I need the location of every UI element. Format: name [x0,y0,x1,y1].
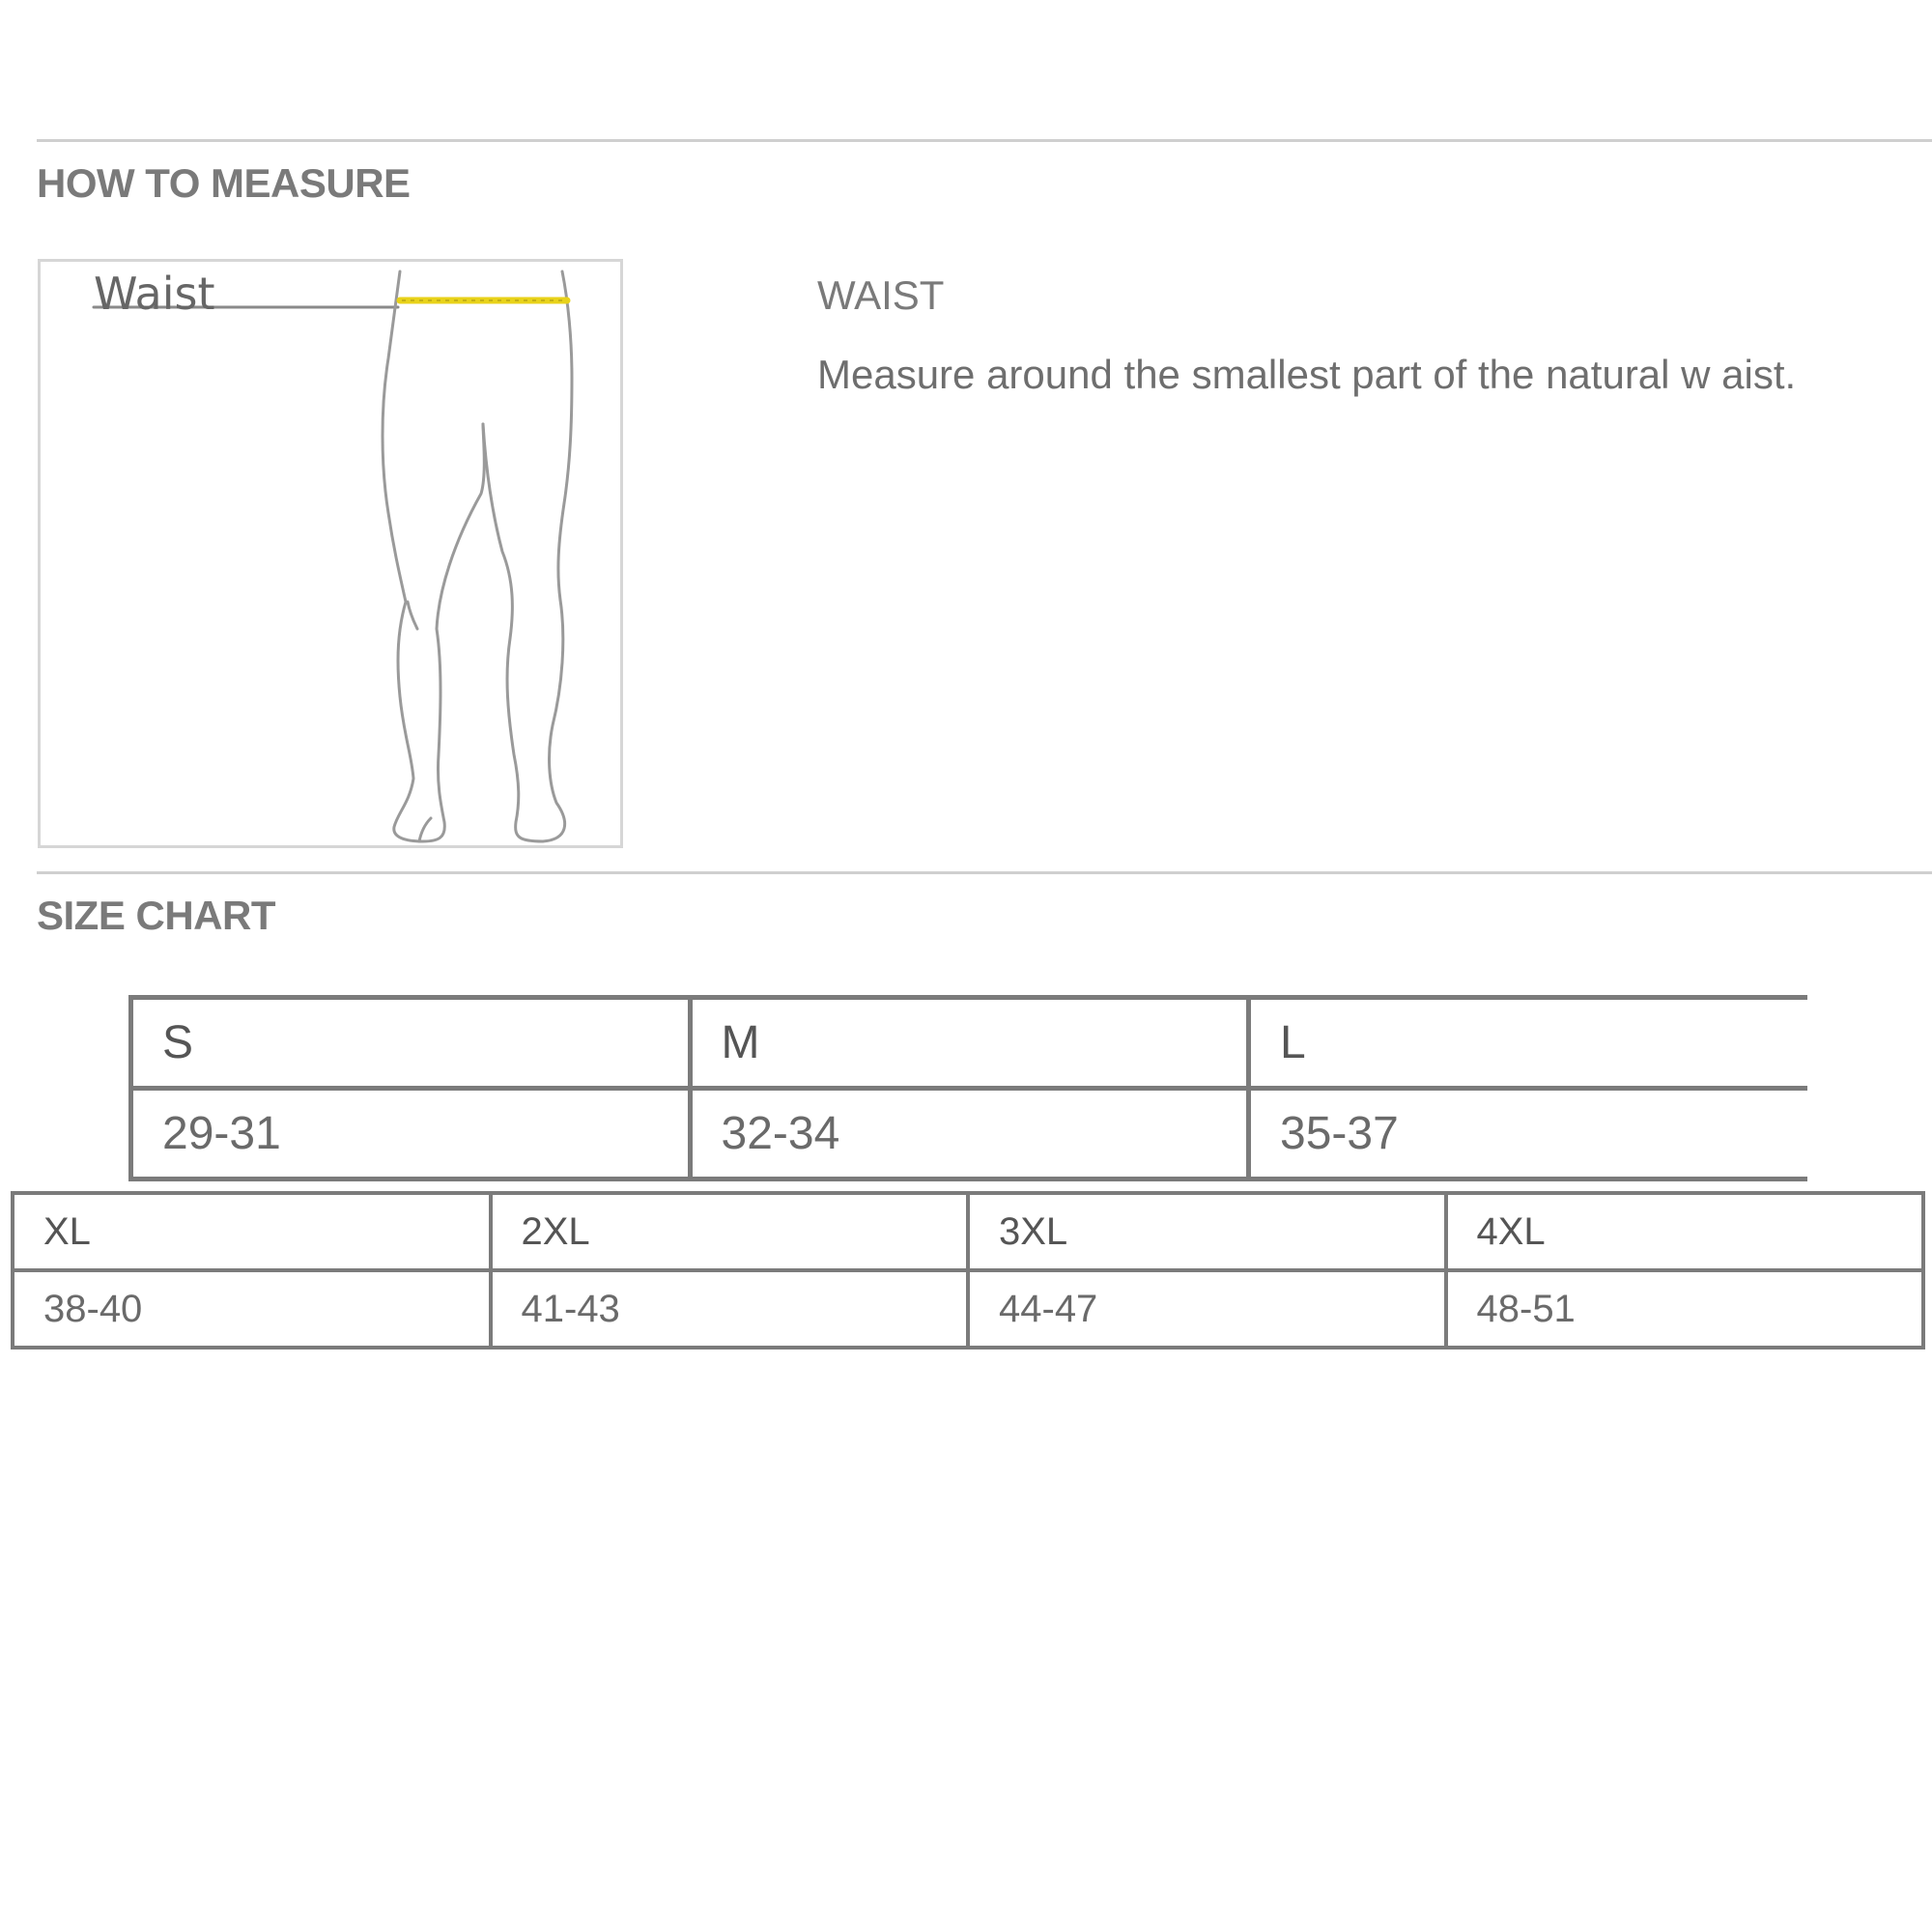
size-chart-table-bottom [11,1191,1925,1350]
how-to-measure-title: HOW TO MEASURE [37,160,411,206]
table-row [131,1089,1808,1179]
waist-measurement-figure [38,259,623,848]
table-row [131,998,1808,1089]
size-chart-title: SIZE CHART [37,893,275,938]
size-cell: S [131,998,691,1089]
size-cell: 4XL [1446,1193,1924,1270]
middle-divider [37,871,1932,874]
size-cell: M [690,998,1249,1089]
range-cell: 41-43 [491,1270,969,1348]
table-row [13,1270,1923,1348]
top-divider [37,139,1932,142]
legs-outline-illustration [41,262,620,845]
size-cell: XL [13,1193,491,1270]
range-cell: 29-31 [131,1089,691,1179]
range-cell: 38-40 [13,1270,491,1348]
range-cell: 44-47 [968,1270,1446,1348]
range-cell: 32-34 [690,1089,1249,1179]
size-chart-table-top [128,995,1807,1181]
table-row [13,1193,1923,1270]
waist-heading: WAIST [817,272,945,318]
range-cell: 48-51 [1446,1270,1924,1348]
size-cell: 3XL [968,1193,1446,1270]
waist-description: Measure around the smallest part of the natural w aist. [817,352,1797,397]
figure-waist-label: Waist [94,268,215,320]
size-cell: 2XL [491,1193,969,1270]
size-cell: L [1249,998,1808,1089]
range-cell: 35-37 [1249,1089,1808,1179]
